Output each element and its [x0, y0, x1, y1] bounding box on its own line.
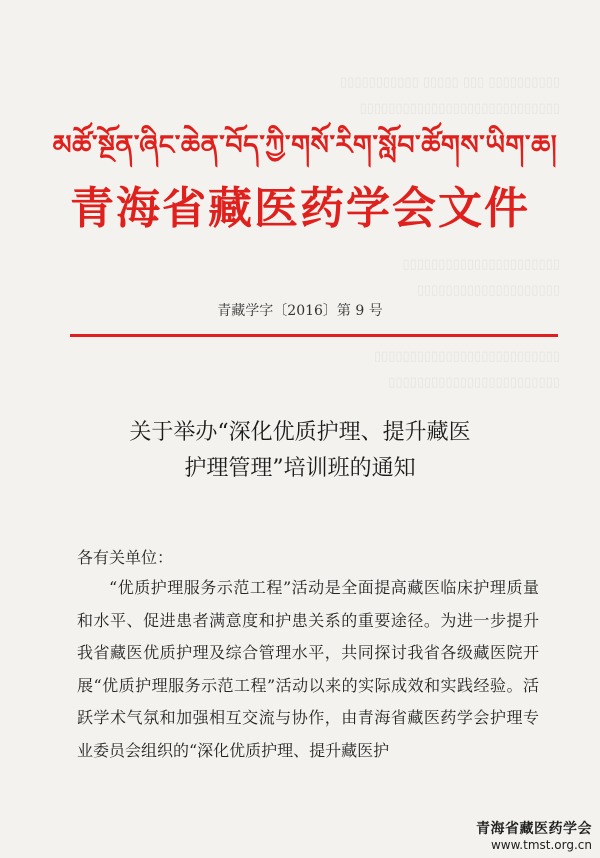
- site-watermark: [476, 818, 592, 852]
- body-paragraph: “优质护理服务示范工程”活动是全面提高藏医临床护理质量和水平、促进患者满意度和护患关系的重要途径。为进一步提升我省藏医优质护理及综合管理水平，共同探讨我省各级藏医院开展“优质护理服务示范工程”活动以来的实际成效和实践经验。活跃学术气氛和加强相互交流与协作，由青海省藏医药学会护理专业委员会组织的“深化优质护理、提升藏医护: [77, 578, 539, 760]
- show-through-text: ▯▯▯▯▯▯▯▯▯▯ ▯▯▯ ▯▯▯▯▯ ▯▯▯▯▯▯▯▯▯▯▯ ▯▯▯▯▯▯▯▯▯▯▯▯▯▯▯▯▯▯▯▯▯▯▯▯▯▯▯▯ ▯▯▯▯▯▯▯▯▯▯▯▯▯▯▯▯▯▯▯▯▯▯ ▯▯▯▯▯▯▯▯▯▯▯▯▯▯▯▯▯▯▯▯ ▯▯▯▯▯▯▯▯▯▯▯▯▯▯▯▯▯▯▯▯▯▯▯▯▯▯ ▯▯▯▯▯▯▯▯▯▯▯▯▯▯▯▯▯▯▯▯▯▯▯▯: [340, 75, 560, 390]
- tibetan-header: མཚོ་སྔོན་ཞིང་ཆེན་བོད་ཀྱི་གསོ་རིག་སློབ་ཚོགས་ཡིག་ཆ།: [52, 130, 558, 161]
- document-number: 青藏学字〔2016〕第 9 号: [217, 303, 383, 319]
- red-divider: [70, 334, 558, 337]
- notice-title: [90, 415, 510, 487]
- watermark-name: 青海省藏医药学会: [476, 821, 592, 837]
- watermark-url: www.tmst.org.cn: [490, 838, 592, 852]
- notice-title-line-2: 护理管理”培训班的通知: [184, 456, 416, 481]
- salutation: 各有关单位：: [77, 548, 174, 567]
- body-paragraph-container: [77, 572, 539, 768]
- notice-title-line-1: 关于举办“深化优质护理、提升藏医: [129, 420, 471, 445]
- header-title: 青海省藏医药学会文件: [70, 183, 530, 234]
